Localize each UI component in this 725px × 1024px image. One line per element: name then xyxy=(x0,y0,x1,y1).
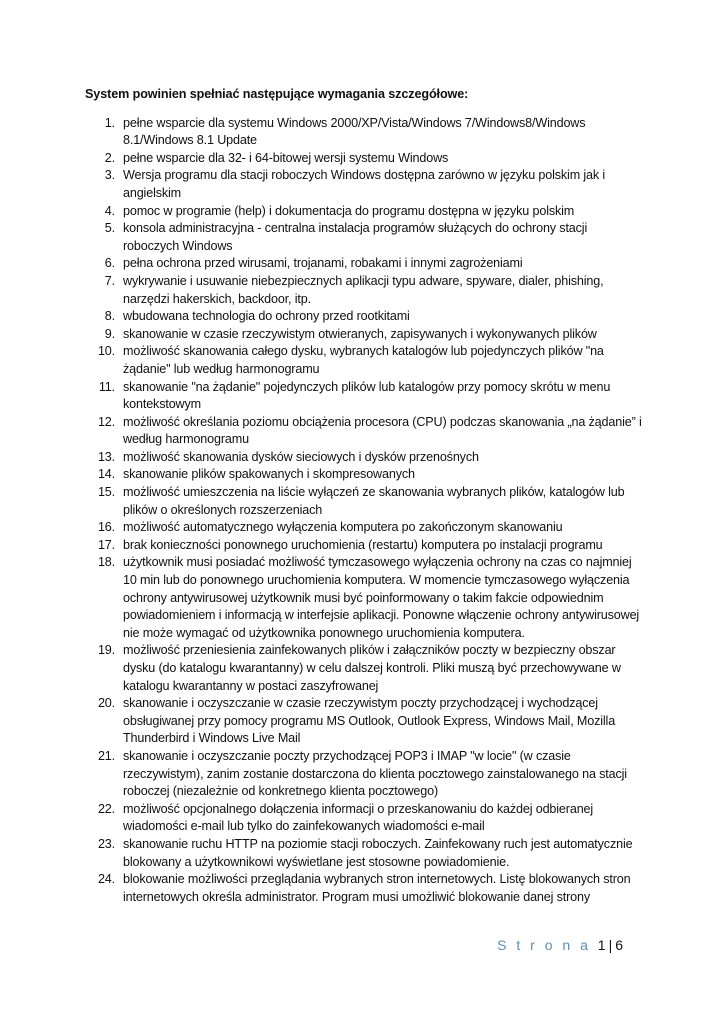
requirement-item xyxy=(85,519,645,537)
requirement-item xyxy=(85,642,645,695)
requirement-item xyxy=(85,220,645,255)
requirement-text: pełne wsparcie dla 32- i 64-bitowej wersji systemu Windows xyxy=(123,150,449,165)
requirement-number: 22. xyxy=(97,801,115,816)
requirement-text: pomoc w programie (help) i dokumentacja do programu dostępna w języku polskim xyxy=(123,203,575,218)
requirement-number: 20. xyxy=(97,696,115,711)
requirement-item xyxy=(85,537,645,555)
requirement-text: blokowanie możliwości przeglądania wybranych stron internetowych. Listę blokowanych stron internetowych określa administrator. Program musi umożliwić blokowanie danej strony xyxy=(123,872,631,904)
requirement-text: możliwość skanowania dysków sieciowych i dysków przenośnych xyxy=(123,449,479,464)
requirement-number: 15. xyxy=(97,485,115,500)
requirement-number: 18. xyxy=(97,555,115,570)
requirement-number: 11. xyxy=(98,379,115,394)
requirement-item xyxy=(85,326,645,344)
requirement-text: skanowanie i oczyszczanie poczty przychodzącej POP3 i IMAP "w locie" (w czasie rzeczywistym), zanim zostanie dostarczona do klienta pocztowego zainstalowanego na stacji roboczej (niezależnie od konkretnego klienta pocztowego) xyxy=(123,748,627,799)
requirement-text: Wersja programu dla stacji roboczych Windows dostępna zarówno w języku polskim jak i angielskim xyxy=(123,168,606,200)
requirement-number: 3. xyxy=(104,168,115,183)
requirement-text: możliwość określania poziomu obciążenia procesora (CPU) podczas skanowania „na żądanie” i według harmonogramu xyxy=(123,414,642,447)
requirement-item xyxy=(85,203,645,221)
requirement-item xyxy=(85,379,645,414)
requirement-item xyxy=(85,836,645,871)
page-label: S t r o n a xyxy=(497,937,591,953)
requirement-item xyxy=(85,801,645,836)
requirement-number: 1. xyxy=(104,115,115,130)
requirement-item xyxy=(85,255,645,273)
requirement-text: pełne wsparcie dla systemu Windows 2000/XP/Vista/Windows 7/Windows8/Windows 8.1/Windows 8.1 Update xyxy=(123,115,586,148)
requirement-text: brak konieczności ponownego uruchomienia (restartu) komputera po instalacji programu xyxy=(123,537,603,552)
requirement-item xyxy=(85,871,645,906)
requirement-text: skanowanie plików spakowanych i skompresowanych xyxy=(123,467,415,482)
requirement-number: 8. xyxy=(104,309,115,324)
requirement-text: skanowanie i oczyszczanie w czasie rzeczywistym poczty przychodzącej i wychodzącej obsługiwanej przy pomocy programu MS Outlook, Outlook Express, Windows Mail, Mozilla Thunderbird i Windows Live Mail xyxy=(123,696,616,746)
requirement-item xyxy=(85,554,645,642)
page-separator: | xyxy=(608,937,613,953)
requirement-item xyxy=(85,414,645,449)
requirement-item xyxy=(85,466,645,484)
requirement-text: możliwość automatycznego wyłączenia komputera po zakończonym skanowaniu xyxy=(123,520,563,535)
requirement-number: 2. xyxy=(104,150,115,165)
requirement-item xyxy=(85,748,645,801)
requirement-text: możliwość przeniesienia zainfekowanych plików i załączników poczty w bezpieczny obszar dysku (do katalogu kwarantanny) w celu dalszej kontroli. Pliki muszą być przechowywane w katalogu kwarantanny w postaci zaszyfrowanej xyxy=(123,643,621,693)
requirement-item xyxy=(85,150,645,168)
requirement-text: wbudowana technologia do ochrony przed rootkitami xyxy=(123,309,410,324)
requirement-text: wykrywanie i usuwanie niebezpiecznych aplikacji typu adware, spyware, dialer, phishing, narzędzi hakerskich, backdoor, itp. xyxy=(123,273,604,306)
requirement-text: możliwość skanowania całego dysku, wybranych katalogów lub pojedynczych plików "na żądanie" lub według harmonogramu xyxy=(123,344,604,376)
requirement-text: skanowanie "na żądanie" pojedynczych plików lub katalogów przy pomocy skrótu w menu kontekstowym xyxy=(123,379,611,412)
requirement-number: 7. xyxy=(104,273,115,288)
requirements-list xyxy=(85,115,645,907)
requirement-item xyxy=(85,343,645,378)
requirement-text: użytkownik musi posiadać możliwość tymczasowego wyłączenia ochrony na czas co najmniej 10 min lub do ponownego uruchomienia komputera. W momencie tymczasowego wyłączenia ochrony antywirusowej użytkownik musi być poinformowany o takim fakcie odpowiednim powiadomieniem i informacją w interfejsie aplikacji. Ponowne włączenie ochrony antywirusowej nie może wymagać od użytkownika ponownego uruchomienia komputera. xyxy=(123,555,640,640)
requirement-text: skanowanie ruchu HTTP na poziomie stacji roboczych. Zainfekowany ruch jest automatycznie blokowany a użytkownikowi wyświetlane jest stosowne powiadomienie. xyxy=(123,836,633,869)
requirement-number: 12. xyxy=(97,414,115,429)
requirement-number: 5. xyxy=(104,221,115,236)
requirement-number: 13. xyxy=(97,449,115,464)
requirement-text: możliwość opcjonalnego dołączenia informacji o przeskanowaniu do każdej odbieranej wiadomości e-mail lub tylko do zainfekowanych wiadomości e-mail xyxy=(123,801,594,834)
requirement-item xyxy=(85,308,645,326)
requirement-text: konsola administracyjna - centralna instalacja programów służących do ochrony stacji roboczych Windows xyxy=(123,221,588,253)
requirement-item xyxy=(85,449,645,467)
document-body xyxy=(85,86,645,906)
page-total: 6 xyxy=(615,937,623,953)
requirement-item xyxy=(85,273,645,308)
requirement-number: 6. xyxy=(104,256,115,271)
requirement-number: 4. xyxy=(104,203,115,218)
requirement-text: pełna ochrona przed wirusami, trojanami, robakami i innymi zagrożeniami xyxy=(123,256,523,271)
requirement-number: 19. xyxy=(97,643,115,658)
requirement-number: 23. xyxy=(97,836,115,851)
requirement-item xyxy=(85,115,645,150)
requirement-text: skanowanie w czasie rzeczywistym otwieranych, zapisywanych i wykonywanych plików xyxy=(123,326,597,341)
requirement-number: 14. xyxy=(97,467,115,482)
requirement-number: 17. xyxy=(97,537,115,552)
requirement-item xyxy=(85,484,645,519)
requirement-number: 21. xyxy=(97,748,115,763)
section-heading: System powinien spełniać następujące wymagania szczegółowe: xyxy=(85,87,469,101)
requirement-number: 9. xyxy=(104,326,115,341)
requirement-text: możliwość umieszczenia na liście wyłączeń ze skanowania wybranych plików, katalogów lub plików o określonych rozszerzeniach xyxy=(123,485,625,517)
page-footer xyxy=(497,937,623,953)
requirement-number: 16. xyxy=(97,520,115,535)
requirement-number: 24. xyxy=(97,872,115,887)
requirement-item xyxy=(85,695,645,748)
requirement-number: 10. xyxy=(97,344,115,359)
requirement-item xyxy=(85,167,645,202)
page-current: 1 xyxy=(597,937,606,953)
